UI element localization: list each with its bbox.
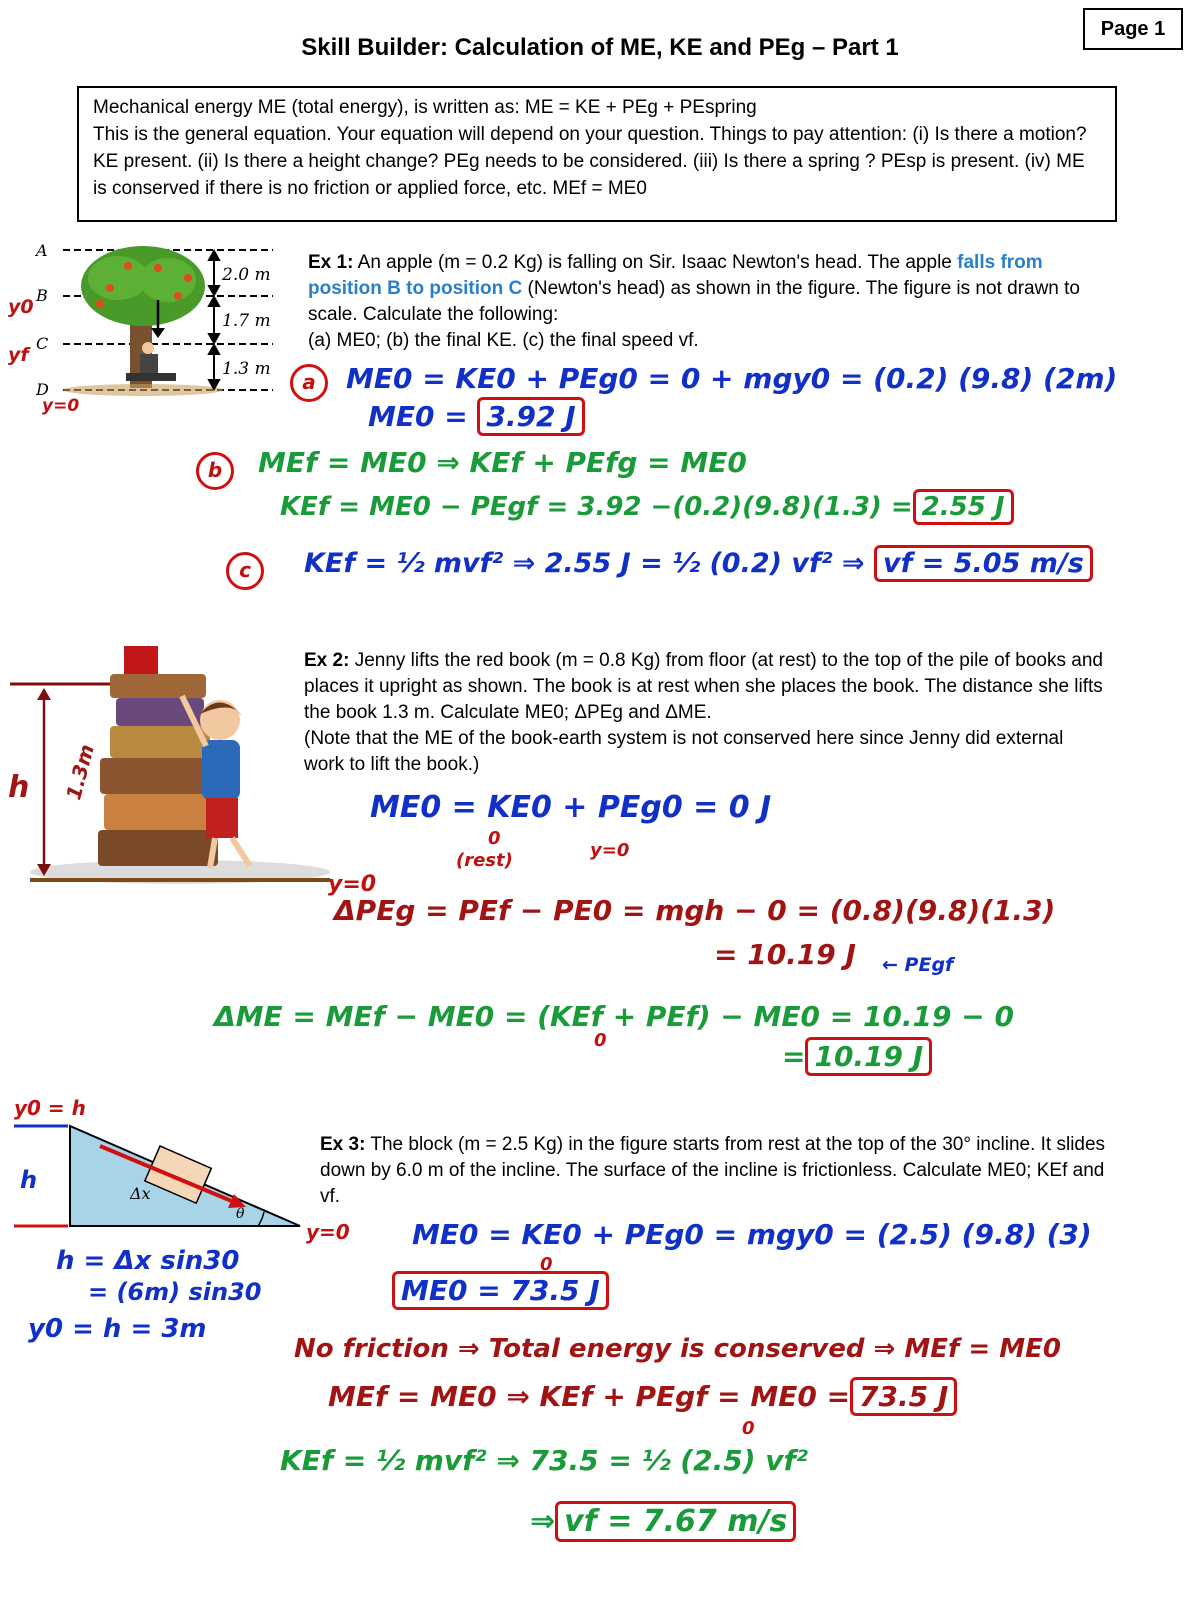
incline-h-label: h (20, 1166, 38, 1194)
ex1-label: Ex 1: (308, 252, 354, 273)
ex1-c-line1 (304, 548, 1093, 579)
page-label: Page 1 (1083, 8, 1183, 50)
floor-y0-label: y=0 (328, 872, 377, 897)
incline-y0-label: y=0 (306, 1220, 350, 1244)
books-figure (10, 640, 330, 890)
ex1-b-answer: 2.55 J (913, 489, 1014, 525)
ex3-line1: ME0 = KE0 + PEg0 = mgy0 = (2.5) (9.8) (3) (412, 1218, 1092, 1251)
ex1-statement (308, 250, 1108, 354)
ex2-line3: = 10.19 J (714, 938, 856, 971)
point-a-label: A (36, 241, 48, 260)
ex3-line2 (392, 1274, 609, 1307)
delta-x-label: Δx (130, 1184, 151, 1203)
ex1-text-a: An apple (m = 0.2 Kg) is falling on Sir. Isaac Newton's head. The apple (353, 252, 958, 273)
ex2-line4: ΔME = MEf − ME0 = (KEf + PEf) − ME0 = 10.19 − 0 (214, 1000, 1014, 1033)
ex3-me0-answer: ME0 = 73.5 J (392, 1271, 609, 1310)
part-c-tag: c (226, 552, 264, 590)
part-b-tag: b (196, 452, 234, 490)
red-book-icon (124, 646, 158, 674)
point-b-label: B (36, 286, 48, 305)
definition-box (77, 86, 1117, 222)
ex3-side-3: y0 = h = 3m (28, 1314, 207, 1344)
ex3-line6-text: ⇒ (530, 1504, 556, 1539)
ex2-text-a: Jenny lifts the red book (m = 0.8 Kg) from floor (at rest) to the top of the pile of books and places it upright as shown. The book is at rest when she places the book. The distance she lifts the book 1.3 m. Calculate ME0; ΔPEg and ΔME. (304, 650, 1103, 723)
book-pile-icon (98, 646, 218, 866)
ex1-b-line2 (280, 492, 1014, 522)
y-zero-note: y=0 (42, 396, 80, 416)
ex2-line5 (782, 1040, 932, 1073)
ex3-vf-answer: vf = 7.67 m/s (555, 1501, 796, 1542)
ex3-side-2: = (6m) sin30 (88, 1278, 262, 1306)
dimension-cd: 1.3 m (222, 359, 271, 379)
ex3-statement (320, 1132, 1110, 1210)
ex1-text-b: (Newton's head) as shown in the figure. The figure is not drawn to scale. Calculate the following: (308, 278, 1080, 325)
ex3-side-1: h = Δx sin30 (56, 1246, 240, 1276)
ex1-c-answer: vf = 5.05 m/s (874, 545, 1093, 582)
definition-line-2: This is the general equation. Your equation will depend on your question. Things to pay attention: (i) Is there a motion? KE present. (ii) Is there a height change? PEg needs to be considered. (iii) Is there a spring ? PEsp is present. (iv) ME is conserved if there is no friction or applied force, etc. MEf = ME0 (93, 124, 1087, 199)
part-a-tag: a (290, 364, 328, 402)
ex1-text-c: (a) ME0; (b) the final KE. (c) the final speed vf. (308, 330, 699, 351)
ex2-text-b: (Note that the ME of the book-earth system is not conserved here since Jenny did external work to lift the book.) (304, 728, 1064, 775)
ex1-b-line2-text: KEf = ME0 − PEgf = 3.92 −(0.2)(9.8)(1.3) = (280, 492, 913, 522)
dimension-arrows (209, 251, 219, 389)
ex1-a-line2-text: ME0 = (368, 400, 468, 433)
ex2-note-zero: 0 (488, 828, 501, 849)
ex3-label: Ex 3: (320, 1134, 366, 1155)
ex3-line6 (530, 1504, 796, 1539)
ex2-statement (304, 648, 1104, 778)
dimension-bc: 1.7 m (222, 311, 271, 331)
ex2-line2: ΔPEg = PEf − PE0 = mgh − 0 = (0.8)(9.8)(1.3) (334, 894, 1056, 927)
ex1-c-line1-text: KEf = ½ mvf² ⇒ 2.55 J = ½ (0.2) vf² ⇒ (304, 548, 865, 579)
ex1-a-line2 (368, 400, 585, 433)
ex3-line5: KEf = ½ mvf² ⇒ 73.5 = ½ (2.5) vf² (280, 1444, 808, 1477)
ex3-line1-zero: 0 (540, 1254, 553, 1275)
ex2-note-y0: y=0 (590, 840, 630, 861)
ex2-line5-text: = (782, 1040, 806, 1073)
ex2-answer: 10.19 J (805, 1037, 932, 1076)
ex2-line3-note: ← PEgf (882, 954, 954, 976)
ex2-line4-zero: 0 (594, 1030, 607, 1051)
ex1-highlight: falls from position B to position C (308, 252, 1043, 299)
dimension-ab: 2.0 m (222, 265, 271, 285)
ex3-line4-zero: 0 (742, 1418, 755, 1439)
ex1-a-line1: ME0 = KE0 + PEg0 = 0 + mgy0 = (0.2) (9.8) (2m) (346, 362, 1118, 395)
page-title: Skill Builder: Calculation of ME, KE and PEg – Part 1 (301, 34, 899, 61)
ex1-a-answer: 3.92 J (477, 397, 584, 436)
ex1-b-line1: MEf = ME0 ⇒ KEf + PEfg = ME0 (258, 446, 747, 479)
point-c-label: C (36, 334, 49, 353)
yf-note: yf (8, 344, 29, 366)
theta-label: θ (236, 1206, 245, 1222)
height-h-label: h (8, 770, 30, 805)
ex2-label: Ex 2: (304, 650, 350, 671)
definition-line-1: Mechanical energy ME (total energy), is written as: ME = KE + PEg + PEspring (93, 97, 757, 118)
y0-note: y0 (8, 296, 34, 318)
point-d-label: D (36, 380, 49, 399)
ex2-note-rest: (rest) (456, 850, 513, 871)
ex3-line4-text: MEf = ME0 ⇒ KEf + PEgf = ME0 = (328, 1380, 851, 1413)
ex3-line4 (328, 1380, 957, 1413)
y0-equals-h: y0 = h (14, 1096, 86, 1120)
height-value-label: 1.3m (61, 741, 100, 803)
ex3-text-a: The block (m = 2.5 Kg) in the figure starts from rest at the top of the 30° incline. It slides down by 6.0 m of the incline. The surface of the incline is frictionless. Calculate ME0; KEf and vf. (320, 1134, 1106, 1207)
ex3-line3: No friction ⇒ Total energy is conserved ⇒ MEf = ME0 (294, 1334, 1061, 1364)
ex3-mef-answer: 73.5 J (850, 1377, 957, 1416)
ex2-line1: ME0 = KE0 + PEg0 = 0 J (370, 790, 772, 825)
